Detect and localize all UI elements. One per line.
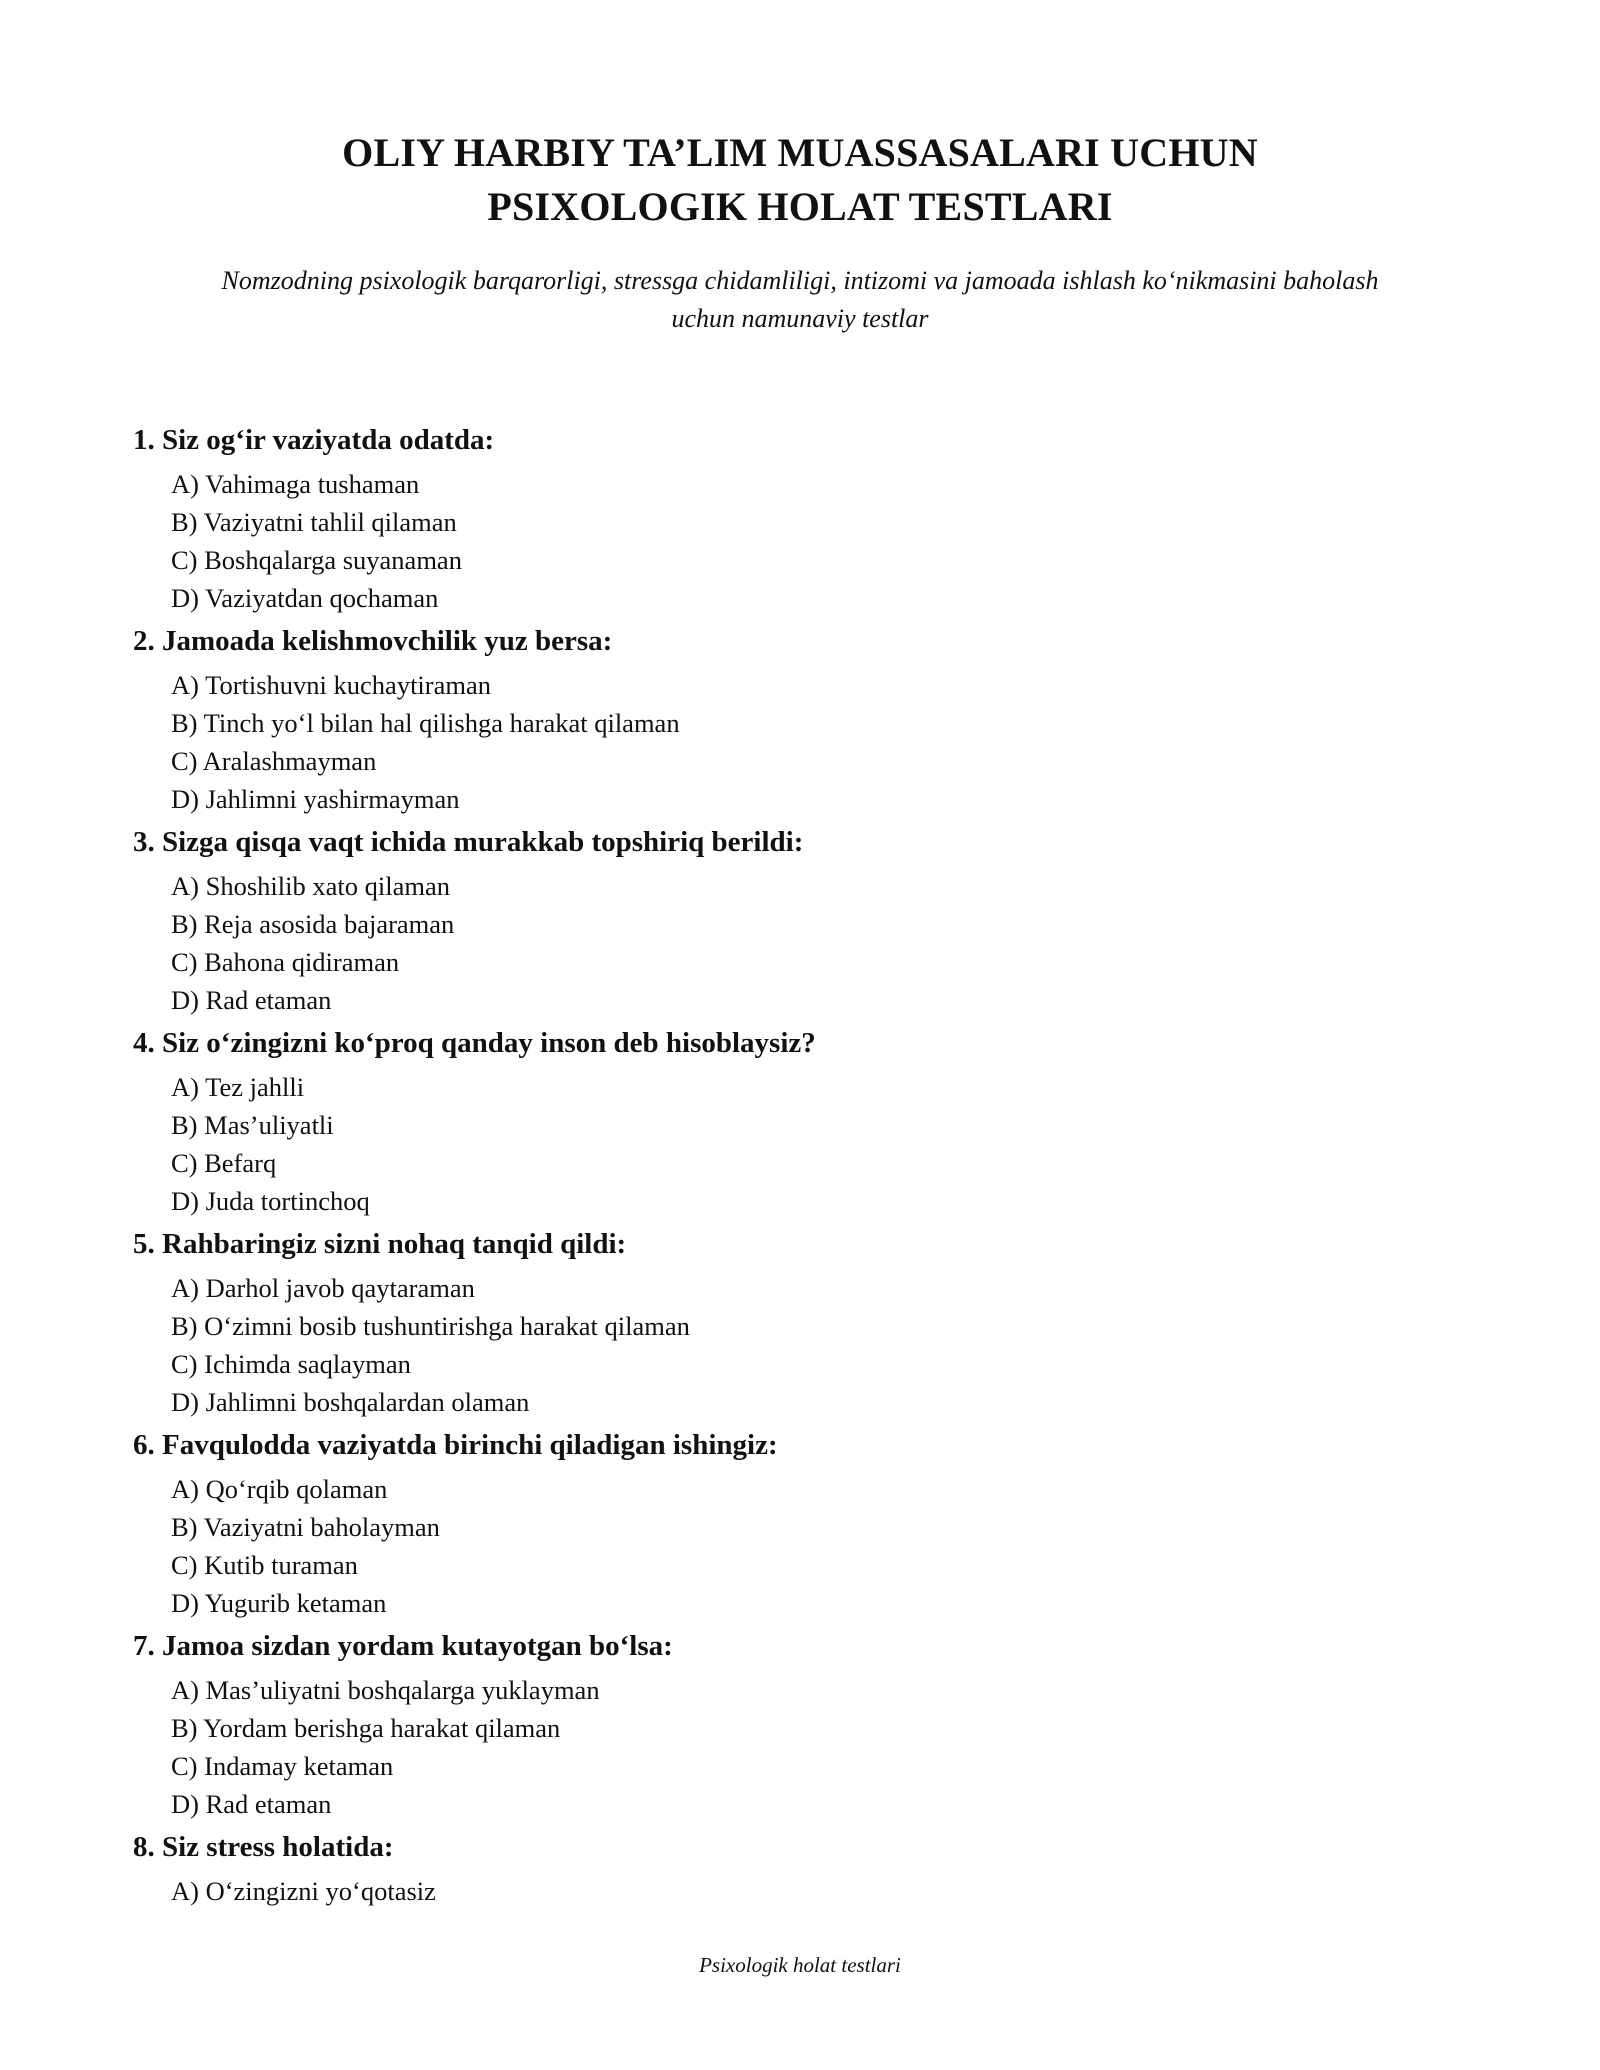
title-line-1: OLIY HARBIY TA’LIM MUASSASALARI UCHUN — [342, 130, 1258, 175]
option-a: A) Darhol javob qaytaraman — [171, 1273, 475, 1303]
question-text: 8. Siz stress holatida: — [133, 1831, 394, 1863]
question-5 — [133, 1224, 1493, 1421]
question-1 — [133, 420, 1493, 617]
option-list — [171, 1671, 1493, 1823]
option-a: A) Shoshilib xato qilaman — [171, 871, 450, 901]
document-title — [0, 126, 1600, 234]
question-text: 1. Siz og‘ir vaziyatda odatda: — [133, 424, 495, 456]
question-text: 6. Favqulodda vaziyatda birinchi qiladigan ishingiz: — [133, 1429, 778, 1461]
question-text: 2. Jamoada kelishmovchilik yuz bersa: — [133, 625, 613, 657]
option-c: C) Aralashmayman — [171, 746, 377, 776]
option-a: A) Tez jahlli — [171, 1072, 305, 1102]
question-list — [133, 420, 1493, 1910]
option-list — [171, 1872, 1493, 1910]
option-a: A) Qo‘rqib qolaman — [171, 1474, 388, 1504]
question-8 — [133, 1827, 1493, 1910]
option-b: B) Vaziyatni baholayman — [171, 1512, 440, 1542]
option-b: B) Reja asosida bajaraman — [171, 909, 455, 939]
option-a: A) Vahimaga tushaman — [171, 469, 420, 499]
option-c: C) Kutib turaman — [171, 1550, 358, 1580]
option-b: B) Mas’uliyatli — [171, 1110, 334, 1140]
question-text: 3. Sizga qisqa vaqt ichida murakkab topshiriq berildi: — [133, 826, 804, 858]
option-d: D) Rad etaman — [171, 1789, 332, 1819]
question-7 — [133, 1626, 1493, 1823]
subtitle-line-1: Nomzodning psixologik barqarorligi, stressga chidamliligi, intizomi va jamoada ishlash ko‘nikmasini baholash — [221, 266, 1379, 295]
option-a: A) Mas’uliyatni boshqalarga yuklayman — [171, 1675, 600, 1705]
question-text: 5. Rahbaringiz sizni nohaq tanqid qildi: — [133, 1228, 627, 1260]
question-text: 4. Siz o‘zingizni ko‘proq qanday inson deb hisoblaysiz? — [133, 1027, 816, 1059]
title-line-2: PSIXOLOGIK HOLAT TESTLARI — [487, 184, 1113, 229]
option-d: D) Rad etaman — [171, 985, 332, 1015]
option-list — [171, 666, 1493, 818]
question-text: 7. Jamoa sizdan yordam kutayotgan bo‘lsa: — [133, 1630, 673, 1662]
subtitle-line-2: uchun namunaviy testlar — [671, 304, 929, 333]
option-a: A) Tortishuvni kuchaytiraman — [171, 670, 492, 700]
option-c: C) Indamay ketaman — [171, 1751, 394, 1781]
option-list — [171, 1470, 1493, 1622]
option-a: A) O‘zingizni yo‘qotasiz — [171, 1876, 436, 1906]
option-d: D) Jahlimni boshqalardan olaman — [171, 1387, 530, 1417]
question-3 — [133, 822, 1493, 1019]
question-6 — [133, 1425, 1493, 1622]
document-subtitle — [150, 262, 1450, 338]
option-b: B) O‘zimni bosib tushuntirishga harakat qilaman — [171, 1311, 690, 1341]
page-footer: Psixologik holat testlari — [699, 1953, 901, 1977]
option-c: C) Ichimda saqlayman — [171, 1349, 411, 1379]
option-d: D) Jahlimni yashirmayman — [171, 784, 460, 814]
option-c: C) Bahona qidiraman — [171, 947, 400, 977]
option-list — [171, 1068, 1493, 1220]
option-d: D) Yugurib ketaman — [171, 1588, 387, 1618]
option-list — [171, 867, 1493, 1019]
option-d: D) Juda tortinchoq — [171, 1186, 370, 1216]
option-b: B) Tinch yo‘l bilan hal qilishga harakat qilaman — [171, 708, 680, 738]
option-c: C) Boshqalarga suyanaman — [171, 545, 462, 575]
question-2 — [133, 621, 1493, 818]
option-list — [171, 1269, 1493, 1421]
option-b: B) Vaziyatni tahlil qilaman — [171, 507, 457, 537]
question-4 — [133, 1023, 1493, 1220]
option-list — [171, 465, 1493, 617]
option-b: B) Yordam berishga harakat qilaman — [171, 1713, 561, 1743]
option-d: D) Vaziyatdan qochaman — [171, 583, 439, 613]
option-c: C) Befarq — [171, 1148, 277, 1178]
